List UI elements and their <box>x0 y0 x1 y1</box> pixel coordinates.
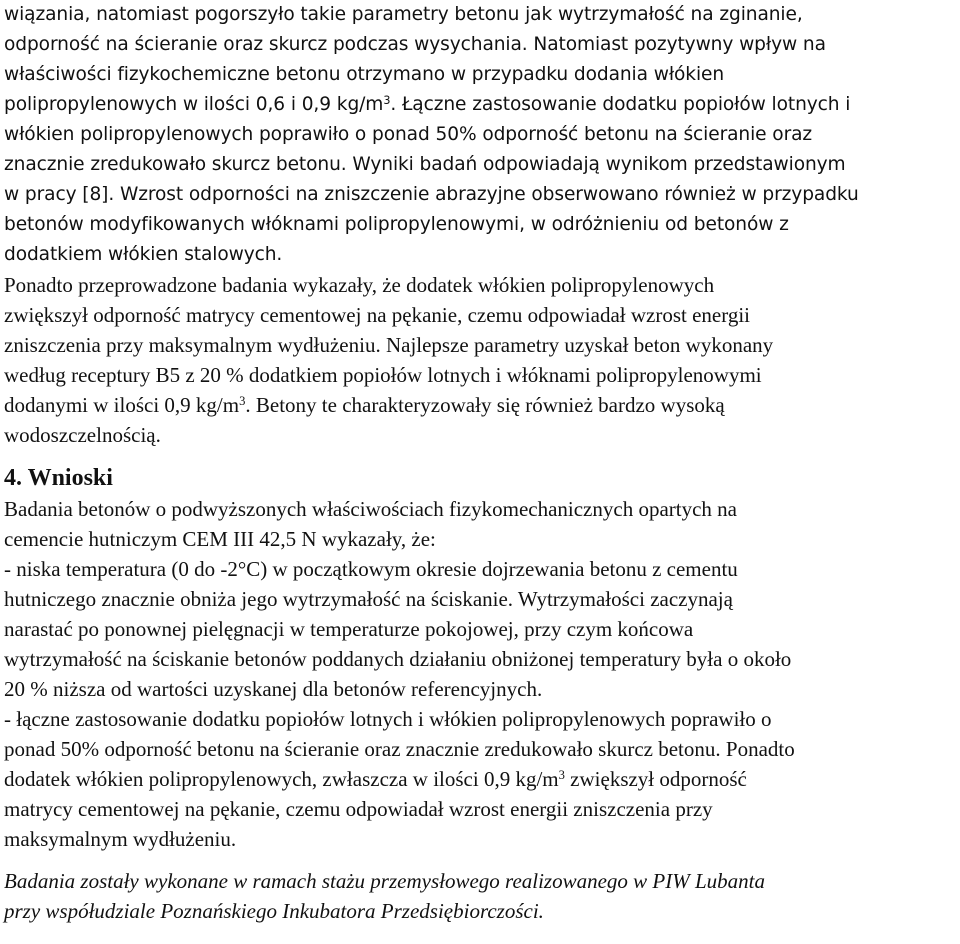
text-line: zwiększył odporność matrycy cementowej na pękanie, czemu odpowiadał wzrost energii <box>4 303 751 327</box>
text-line: w pracy [8]. Wzrost odporności na zniszczenie abrazyjne obserwowano również w przypadku <box>4 184 859 205</box>
text-line: wiązania, natomiast pogorszyło takie parametry betonu jak wytrzymałość na zginanie, <box>4 4 803 25</box>
section-title: Wnioski <box>27 465 113 491</box>
section-heading <box>4 462 956 494</box>
text-fragment: dodatek włókien polipropylenowych, zwłaszcza w ilości 0,9 kg/m <box>4 767 559 791</box>
paragraph-results <box>4 0 956 270</box>
text-line: włókien polipropylenowych poprawiło o ponad 50% odporność betonu na ścieranie oraz <box>4 124 813 145</box>
text-fragment: zwiększył odporność <box>564 767 747 791</box>
text-line: właściwości fizykochemiczne betonu otrzymano w przypadku dodania włókien <box>4 64 725 85</box>
text-line: cemencie hutniczym CEM III 42,5 N wykazały, że: <box>4 527 436 551</box>
text-line: zniszczenia przy maksymalnym wydłużeniu. Najlepsze parametry uzyskał beton wykonany <box>4 333 774 357</box>
text-line: matrycy cementowej na pękanie, czemu odpowiadał wzrost energii zniszczenia przy <box>4 797 713 821</box>
text-line: betonów modyfikowanych włóknami polipropylenowymi, w odróżnieniu od betonów z <box>4 214 789 235</box>
acknowledgement <box>4 866 956 926</box>
spacer <box>4 450 956 462</box>
text-fragment: . Łączne zastosowanie dodatku popiołów lotnych i <box>390 94 851 115</box>
spacer <box>4 854 956 866</box>
superscript: 3 <box>383 93 391 107</box>
text-line: narastać po ponownej pielęgnacji w temperaturze pokojowej, przy czym końcowa <box>4 617 694 641</box>
text-line: wodoszczelnością. <box>4 423 161 447</box>
text-line: - łączne zastosowanie dodatku popiołów lotnych i włókien polipropylenowych poprawiło o <box>4 707 772 731</box>
text-line: - niska temperatura (0 do -2°C) w początkowym okresie dojrzewania betonu z cementu <box>4 557 738 581</box>
text-line: Ponadto przeprowadzone badania wykazały, że dodatek włókien polipropylenowych <box>4 273 715 297</box>
text-line <box>4 90 956 120</box>
superscript: 3 <box>239 394 246 409</box>
text-line: hutniczego znacznie obniża jego wytrzymałość na ściskanie. Wytrzymałości zaczynają <box>4 587 733 611</box>
text-line: ponad 50% odporność betonu na ścieranie oraz znacznie zredukowało skurcz betonu. Ponadto <box>4 737 795 761</box>
text-line: wytrzymałość na ściskanie betonów poddanych działaniu obniżonej temperatury była o około <box>4 647 792 671</box>
superscript: 3 <box>558 768 565 783</box>
section-number: 4. <box>4 465 22 491</box>
paragraph-fracture <box>4 270 956 450</box>
text-line <box>4 390 956 420</box>
text-line <box>4 764 956 794</box>
text-fragment: polipropylenowych w ilości 0,6 i 0,9 kg/m <box>4 94 384 115</box>
text-line: przy współudziale Poznańskiego Inkubatora Przedsiębiorczości. <box>4 899 544 923</box>
text-fragment: . Betony te charakteryzowały się również bardzo wysoką <box>245 393 725 417</box>
text-line: Badania zostały wykonane w ramach stażu przemysłowego realizowanego w PIW Lubanta <box>4 869 766 893</box>
document-page <box>4 0 956 926</box>
text-line: maksymalnym wydłużeniu. <box>4 827 237 851</box>
text-line: według receptury B5 z 20 % dodatkiem popiołów lotnych i włóknami polipropylenowymi <box>4 363 762 387</box>
text-line: Badania betonów o podwyższonych właściwościach fizykomechanicznych opartych na <box>4 497 737 521</box>
text-line: 20 % niższa od wartości uzyskanej dla betonów referencyjnych. <box>4 677 543 701</box>
text-line: dodatkiem włókien stalowych. <box>4 244 283 265</box>
text-fragment: dodanymi w ilości 0,9 kg/m <box>4 393 240 417</box>
text-line: znacznie zredukowało skurcz betonu. Wyniki badań odpowiadają wynikom przedstawionym <box>4 154 846 175</box>
text-line: odporność na ścieranie oraz skurcz podczas wysychania. Natomiast pozytywny wpływ na <box>4 34 826 55</box>
conclusions-list <box>4 494 956 854</box>
